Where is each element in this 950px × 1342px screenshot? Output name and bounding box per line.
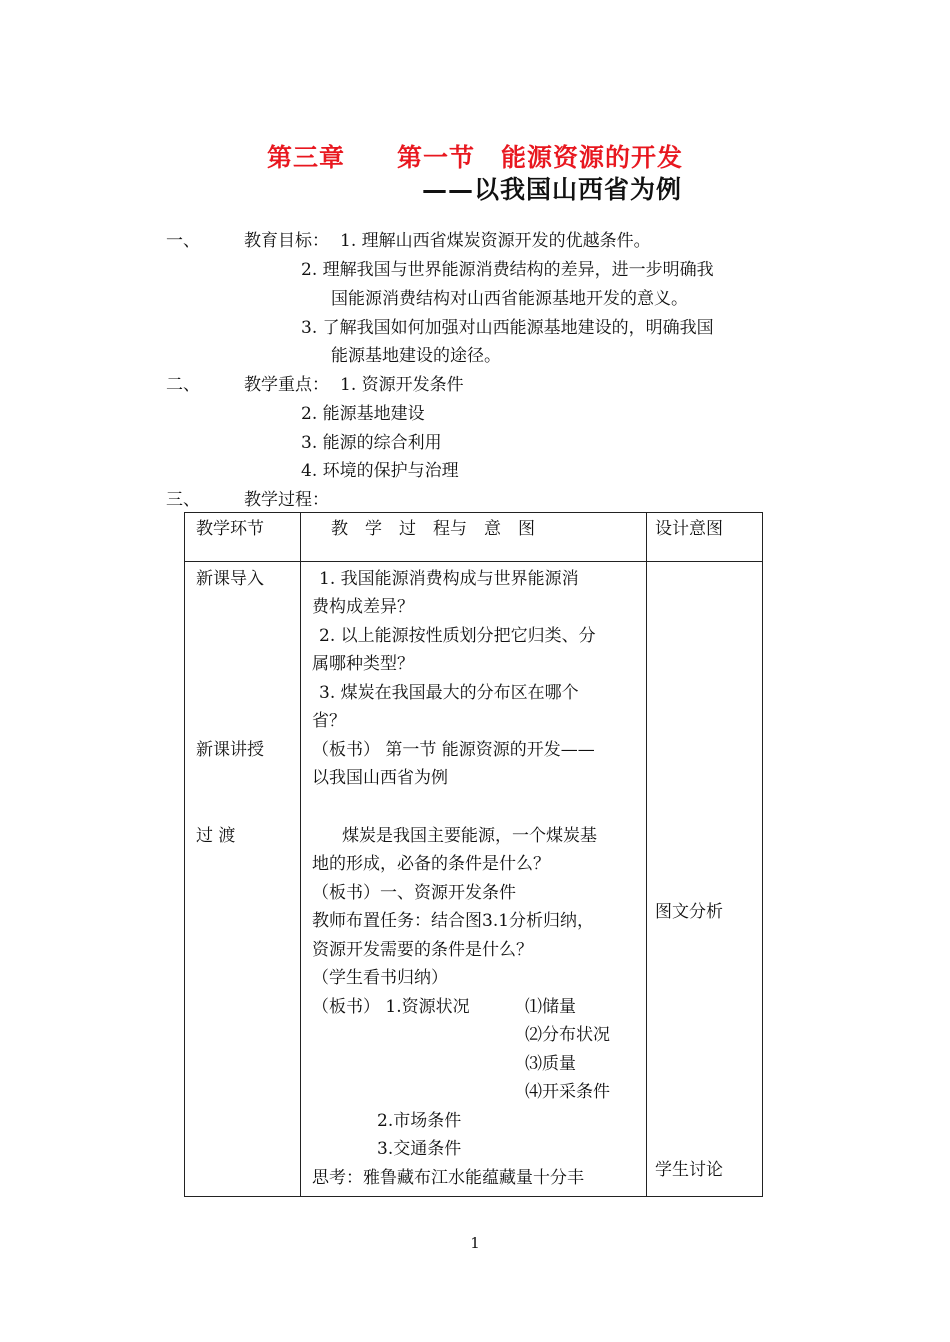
process-line: ⑵分布状况 xyxy=(525,1025,610,1045)
header-cell xyxy=(301,513,647,562)
design-cell xyxy=(647,562,763,1197)
header-cell xyxy=(185,513,301,562)
process-line: 资源开发需要的条件是什么？ xyxy=(312,940,533,960)
section-1-item: 能源基地建设的途径。 xyxy=(331,346,501,366)
section-2-item: 3. 能源的综合利用 xyxy=(301,433,442,453)
section-1-item: 2. 理解我国与世界能源消费结构的差异，进一步明确我 xyxy=(301,260,714,280)
header-process-intent: 教 学 过 程与 意 图 xyxy=(331,519,535,539)
page-number: 1 xyxy=(470,1234,480,1252)
process-line: （板书） 第一节 能源资源的开发—— xyxy=(312,740,595,760)
stage-label: 过 渡 xyxy=(196,826,236,846)
header-cell xyxy=(647,513,763,562)
process-line: 3.交通条件 xyxy=(377,1139,462,1159)
section-2-item: 1. 资源开发条件 xyxy=(340,375,464,395)
process-line: 2. 以上能源按性质划分把它归类、分 xyxy=(319,626,596,646)
header-teaching-stage: 教学环节 xyxy=(196,519,264,539)
stage-cell xyxy=(185,562,301,1197)
stage-label: 新课讲授 xyxy=(196,740,264,760)
process-line: 教师布置任务：结合图3.1分析归纳， xyxy=(312,911,595,931)
section-3-heading: 教学过程： xyxy=(244,490,329,510)
process-line: 煤炭是我国主要能源，一个煤炭基 xyxy=(342,826,597,846)
document-title: 第三章 第一节 能源资源的开发 xyxy=(266,143,683,172)
process-line: 以我国山西省为例 xyxy=(312,768,448,788)
design-note: 图文分析 xyxy=(655,902,723,922)
process-line: 费构成差异？ xyxy=(312,597,414,617)
process-line: ⑷开采条件 xyxy=(525,1082,610,1102)
section-2-number: 二、 xyxy=(166,375,200,395)
stage-label: 新课导入 xyxy=(196,569,264,589)
process-line: 2.市场条件 xyxy=(377,1111,462,1131)
section-2-item: 2. 能源基地建设 xyxy=(301,404,425,424)
process-line: 1. 我国能源消费构成与世界能源消 xyxy=(319,569,579,589)
process-line: 地的形成，必备的条件是什么？ xyxy=(312,854,550,874)
process-line: ⑶质量 xyxy=(525,1054,576,1074)
process-line: （板书）一、资源开发条件 xyxy=(312,883,516,903)
section-1-item: 国能源消费结构对山西省能源基地开发的意义。 xyxy=(331,289,688,309)
table-row xyxy=(185,562,763,1197)
process-line: 思考：雅鲁藏布江水能蕴藏量十分丰 xyxy=(312,1168,584,1188)
section-2-item: 4. 环境的保护与治理 xyxy=(301,461,459,481)
section-1-number: 一、 xyxy=(166,231,200,251)
teaching-process-table xyxy=(184,512,763,1197)
process-line: （板书） 1.资源状况 xyxy=(312,997,470,1017)
section-3-number: 三、 xyxy=(166,490,200,510)
header-design-intent: 设计意图 xyxy=(655,519,723,539)
design-note: 学生讨论 xyxy=(655,1160,723,1180)
section-1-item: 3. 了解我国如何加强对山西能源基地建设的，明确我国 xyxy=(301,318,714,338)
process-line: 3. 煤炭在我国最大的分布区在哪个 xyxy=(319,683,579,703)
section-1-heading: 教育目标： xyxy=(244,231,329,251)
document-subtitle: ——以我国山西省为例 xyxy=(422,175,683,204)
process-line: （学生看书归纳） xyxy=(312,968,448,988)
table-header-row xyxy=(185,513,763,562)
process-line: ⑴储量 xyxy=(525,997,576,1017)
process-cell xyxy=(301,562,647,1197)
section-1-item: 1. 理解山西省煤炭资源开发的优越条件。 xyxy=(340,231,651,251)
process-line: 属哪种类型？ xyxy=(312,654,414,674)
process-line: 省？ xyxy=(312,711,346,731)
section-2-heading: 教学重点： xyxy=(244,375,329,395)
